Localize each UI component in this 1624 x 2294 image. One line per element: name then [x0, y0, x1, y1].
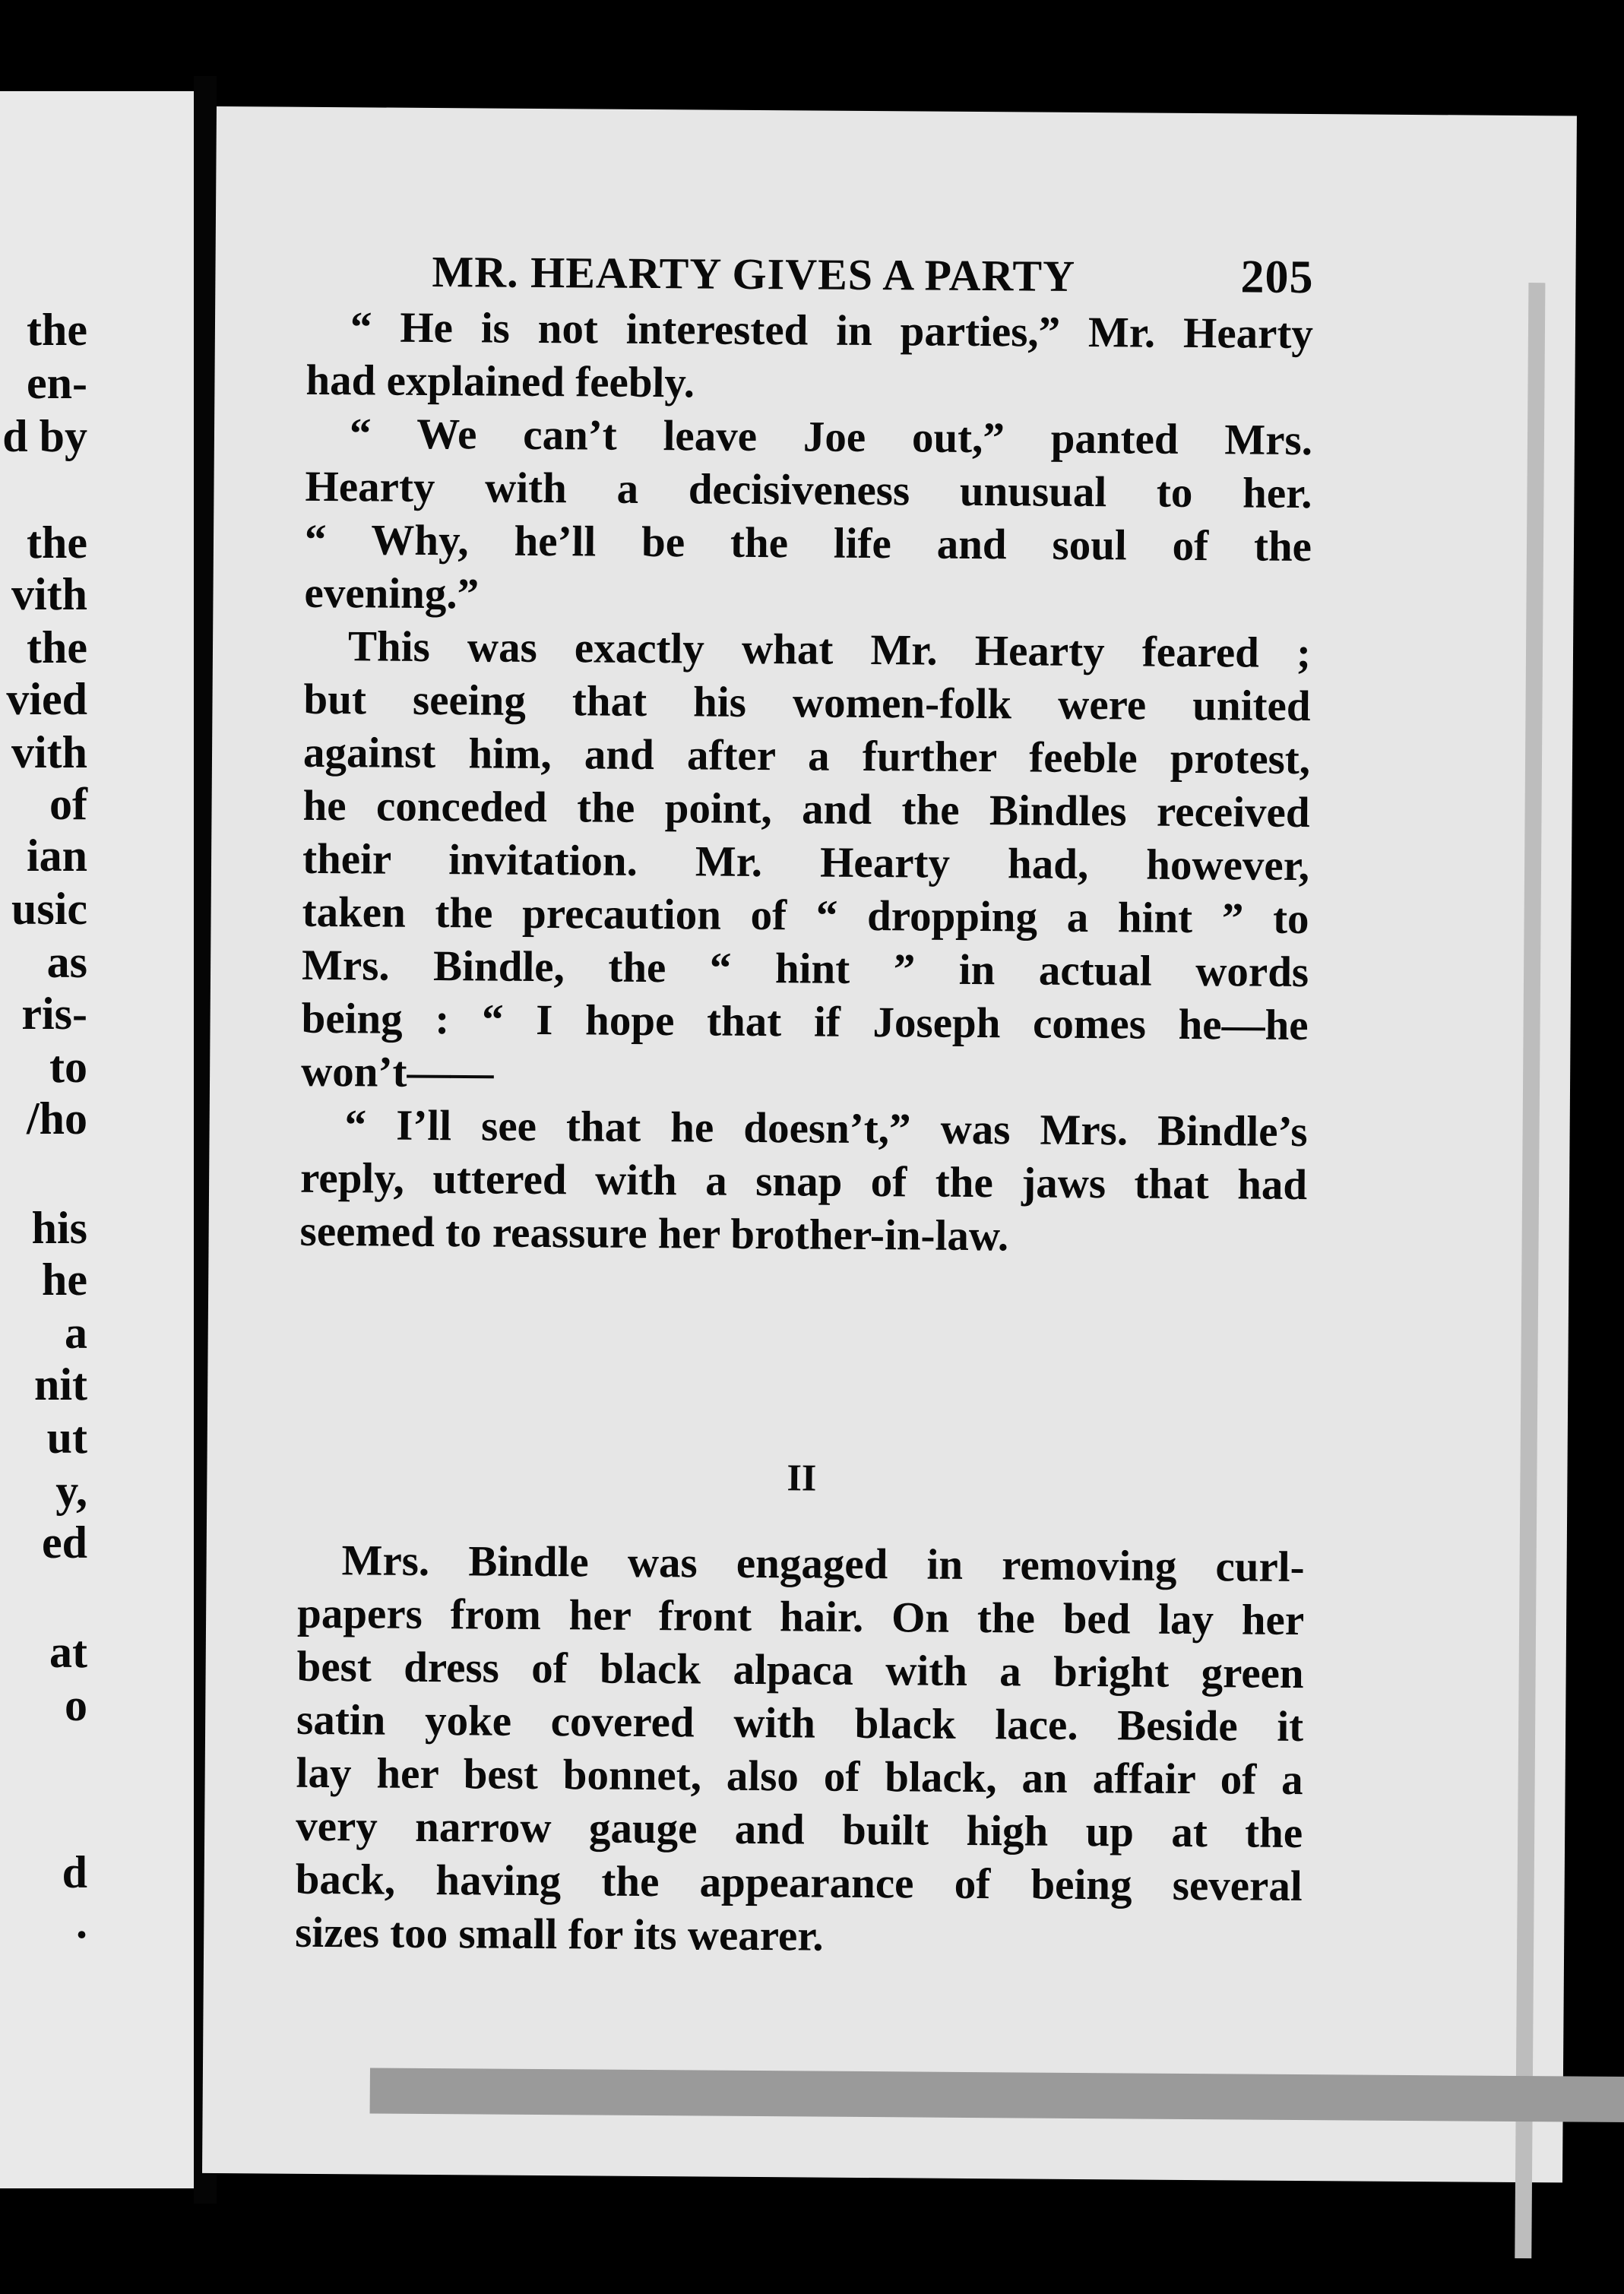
- text-line: sizes too small for its wearer.: [295, 1908, 824, 1960]
- text-line: “ We can’t leave Joe out,” panted Mrs.: [349, 410, 1313, 465]
- fragment: usic: [11, 884, 87, 934]
- page-edge: [1515, 283, 1545, 2258]
- fragment: the: [27, 517, 87, 568]
- fragment: a: [65, 1308, 87, 1358]
- fragment: vith: [11, 569, 87, 619]
- text-line: Mrs. Bindle was engaged in removing curl-: [341, 1536, 1305, 1592]
- text-line: papers from her front hair. On the bed lay her: [296, 1589, 1305, 1645]
- text-line: evening.”: [304, 568, 480, 619]
- text-line: Mrs. Bindle, the “ hint ” in actual words: [301, 941, 1309, 997]
- fragment: he: [42, 1255, 87, 1305]
- text-line: best dress of black alpaca with a bright green: [296, 1642, 1304, 1698]
- running-head: [306, 244, 1313, 305]
- fragment: /ho: [26, 1093, 87, 1144]
- text-line: won’t——: [300, 1047, 494, 1097]
- fragment: vith: [11, 727, 87, 777]
- text-line: “ He is not interested in parties,” Mr. Hearty: [350, 303, 1314, 359]
- fragment: nit: [33, 1359, 87, 1410]
- fragment: the: [27, 305, 87, 355]
- fragment: vied: [6, 674, 87, 724]
- fragment: en-: [27, 358, 87, 408]
- text-line: back, having the appearance of being several: [295, 1855, 1303, 1911]
- text-line: had explained feebly.: [305, 356, 695, 407]
- fragment: ed: [42, 1517, 87, 1568]
- paragraph: [305, 301, 1313, 414]
- running-head-title: MR. HEARTY GIVES A PARTY: [432, 246, 1076, 301]
- text-line: lay her best bonnet, also of black, an affair of a: [296, 1748, 1303, 1805]
- page-bottom-edge: [370, 2068, 1624, 2122]
- text-line: their invitation. Mr. Hearty had, however,: [302, 834, 1310, 891]
- paragraph: [295, 1534, 1305, 1967]
- fragment: o: [65, 1680, 87, 1730]
- fragment: of: [49, 779, 87, 829]
- text-line: “ Why, he’ll be the life and soul of the: [304, 515, 1312, 571]
- fragment: .: [76, 1897, 87, 1948]
- fragment: y,: [55, 1466, 87, 1516]
- text-line: very narrow gauge and built high up at the: [295, 1802, 1303, 1858]
- text-line: “ I’ll see that he doesn’t,” was Mrs. Bindle’s: [344, 1101, 1308, 1156]
- text-line: but seeing that his women-folk were united: [303, 675, 1311, 731]
- fragment: at: [49, 1627, 87, 1677]
- fragment: ut: [46, 1413, 87, 1463]
- text-line: Hearty with a decisiveness unusual to her.: [305, 462, 1312, 518]
- text-line: satin yoke covered with black lace. Beside it: [296, 1695, 1304, 1751]
- text-line: being : “ I hope that if Joseph comes he—he: [301, 994, 1309, 1050]
- fragment: to: [49, 1042, 87, 1092]
- text-line: This was exactly what Mr. Hearty feared ;: [347, 622, 1312, 678]
- fragment: ian: [26, 831, 87, 881]
- fragment: d: [62, 1847, 87, 1897]
- book-page: [202, 106, 1577, 2182]
- fragment: the: [27, 622, 87, 672]
- paragraph: [301, 620, 1311, 1106]
- fragment: as: [46, 937, 87, 987]
- fragment: his: [31, 1203, 87, 1253]
- page-number: 205: [1240, 251, 1314, 304]
- text-line: against him, and after a further feeble protest,: [302, 728, 1311, 784]
- facing-page-left: [0, 91, 194, 2188]
- text-line: he conceded the point, and the Bindles received: [302, 781, 1310, 837]
- section-number: II: [787, 1456, 817, 1499]
- text-line: seemed to reassure her brother-in-law.: [299, 1207, 1009, 1261]
- paragraph: [304, 407, 1312, 627]
- text-line: taken the precaution of “ dropping a hint ” to: [302, 888, 1309, 944]
- fragment: ris-: [21, 989, 87, 1039]
- fragment: d by: [2, 411, 87, 461]
- paragraph: [299, 1099, 1307, 1265]
- facing-page-text-fragments: [0, 91, 194, 2188]
- page-text: [295, 244, 1314, 1967]
- text-line: reply, uttered with a snap of the jaws that had: [299, 1153, 1308, 1210]
